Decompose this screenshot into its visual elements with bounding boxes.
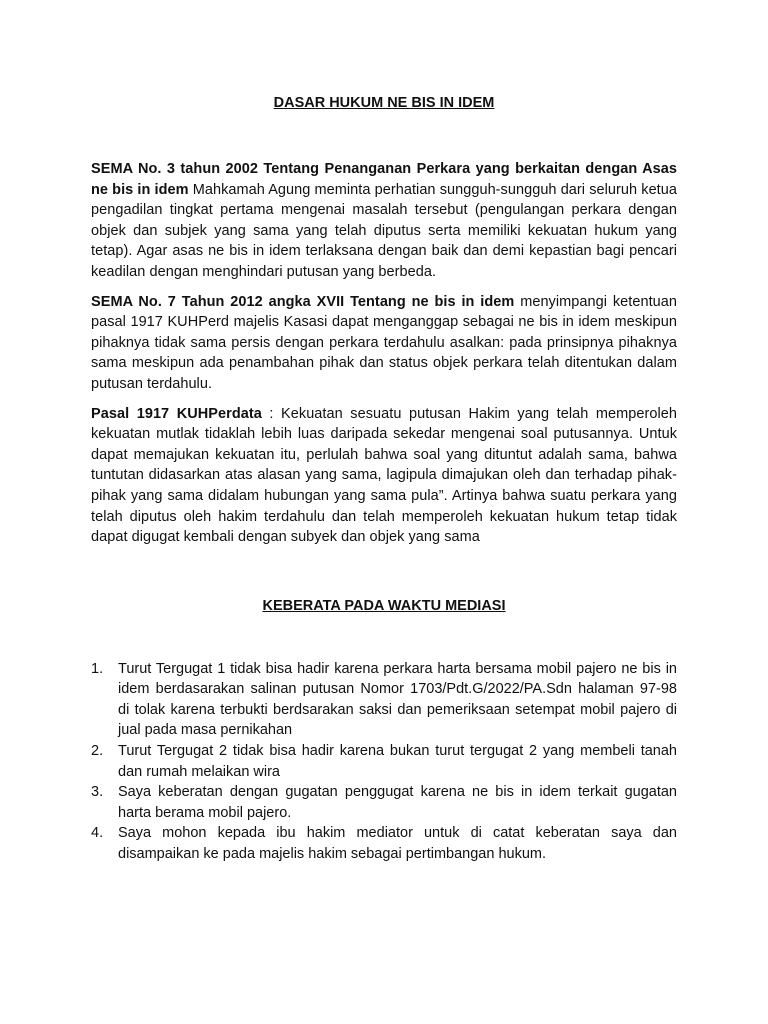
paragraph-body: Mahkamah Agung meminta perhatian sungguh-sungguh dari seluruh ketua pengadilan tingkat pertama mengenai masalah tersebut (pengulangan perkara dengan objek dan subjek yang sama yang telah diputus serta memiliki kekuatan hukum yang tetap). Agar asas ne bis in idem terlaksana dengan baik dan demi kepastian bagi pencari keadilan dengan menghindari putusan yang berbeda.	[91, 181, 677, 280]
section-title: KEBERATA PADA WAKTU MEDIASI	[262, 597, 506, 614]
paragraph-sema-2012	[91, 292, 677, 395]
list-item-number: 4.	[91, 825, 104, 842]
paragraph-body: menyimpangi ketentuan pasal 1917 KUHPerd majelis Kasasi dapat menganggap sebagai ne bis in idem meskipun pihaknya tidak sama persis dengan perkara terdahulu asalkan: pada prinsipnya pihaknya sama meskipun ada penambahan pihak dan status objek perkara telah ditentukan dalam putusan terdahulu.	[91, 293, 677, 392]
list-item-text: Saya mohon kepada ibu hakim mediator untuk di catat keberatan saya dan disampaikan ke pada majelis hakim sebagai pertimbangan hukum.	[118, 825, 677, 863]
list-item-number: 1.	[91, 660, 104, 677]
list-item-number: 2.	[91, 743, 104, 760]
paragraph-pasal-1917	[91, 404, 677, 548]
objection-list	[91, 659, 677, 865]
paragraph-body: : Kekuatan sesuatu putusan Hakim yang telah memperoleh kekuatan mutlak tidaklah lebih luas daripada sekedar mengenai soal putusannya. Untuk dapat memajukan kekuatan itu, perlulah bahwa soal yang dituntut adalah sama, bahwa tuntutan didasarkan atas alasan yang sama, lagipula dimajukan oleh dan terhadap pihak-pihak yang sama didalam hubungan yang sama pula”. Artinya bahwa suatu perkara yang telah diputus oleh hakim terdahulu dan telah memperoleh kekuatan hukum tetap tidak dapat digugat kembali dengan subyek dan objek yang sama	[91, 405, 677, 546]
paragraph-bold-lead: Pasal 1917 KUHPerdata	[91, 405, 262, 422]
list-item	[91, 659, 677, 741]
list-item-text: Turut Tergugat 1 tidak bisa hadir karena perkara harta bersama mobil pajero ne bis in idem berdasarakan salinan putusan Nomor 1703/Pdt.G/2022/PA.Sdn halaman 97-98 di tolak karena terbukti berdsarakan saksi dan pemeriksaan setempat mobil pajero di jual pada masa pernikahan	[118, 660, 677, 739]
document-title: DASAR HUKUM NE BIS IN IDEM	[273, 95, 495, 111]
paragraph-bold-lead: SEMA No. 3 tahun 2002 Tentang Penanganan Perkara yang berkaitan dengan Asas ne bis in idem	[91, 161, 677, 198]
list-item-text: Turut Tergugat 2 tidak bisa hadir karena bukan turut tergugat 2 yang membeli tanah dan rumah melaikan wira	[118, 743, 677, 780]
list-item	[91, 741, 677, 782]
list-item-text: Saya keberatan dengan gugatan penggugat karena ne bis in idem terkait gugatan harta berama mobil pajero.	[118, 784, 677, 821]
list-item	[91, 782, 677, 823]
list-item	[91, 823, 677, 864]
list-item-number: 3.	[91, 784, 104, 801]
paragraph-bold-lead: SEMA No. 7 Tahun 2012 angka XVII Tentang ne bis in idem	[91, 293, 515, 310]
paragraph-sema-2002	[91, 159, 677, 283]
